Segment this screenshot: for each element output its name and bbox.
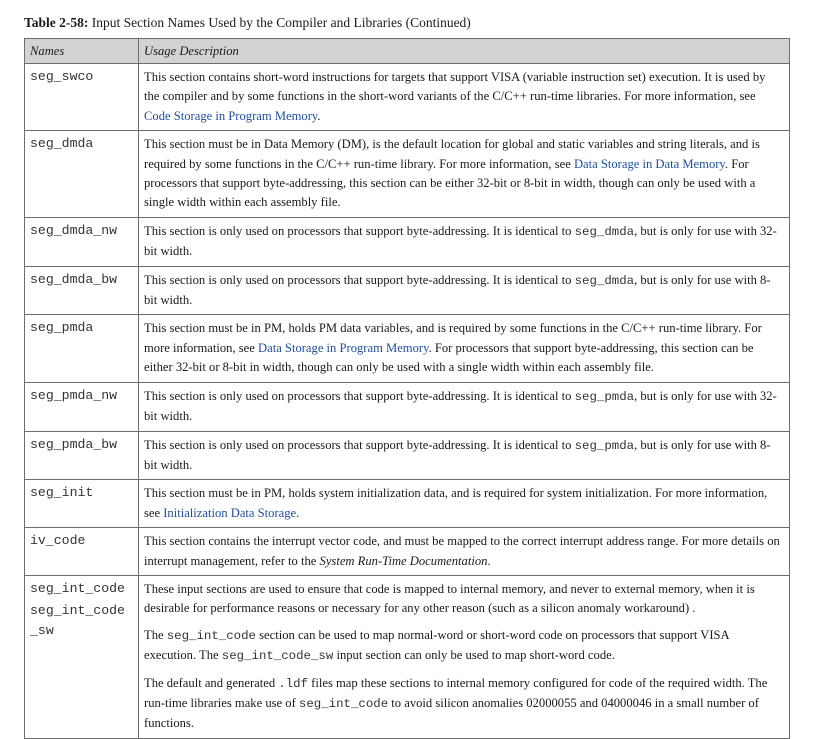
- section-name: seg_init: [25, 480, 139, 528]
- section-name: seg_pmda_bw: [25, 431, 139, 480]
- table-row: [25, 480, 790, 528]
- code-ref: seg_dmda: [574, 273, 635, 288]
- desc-text: .: [296, 505, 300, 520]
- desc-text: The: [144, 627, 167, 642]
- doc-title: System Run-Time Documentation: [319, 553, 488, 568]
- desc-text: , but is only for use with 8-bit width.: [144, 437, 771, 472]
- link-data-storage-pm[interactable]: Data Storage in Program Memory: [258, 340, 429, 355]
- desc-paragraph: [144, 626, 783, 667]
- code-ref: seg_int_code: [166, 628, 256, 643]
- desc-text: , but is only for use with 32-bit width.: [144, 388, 777, 424]
- section-name: seg_pmda_nw: [25, 382, 139, 431]
- table-header-row: [25, 39, 790, 64]
- link-data-storage-dm[interactable]: Data Storage in Data Memory: [573, 156, 725, 171]
- desc-text: files map these sections to internal memory configured for code of the required width. The run-time libraries make use of: [144, 675, 768, 710]
- table-caption: [24, 14, 471, 32]
- table-row: [25, 315, 790, 382]
- desc-text: . For processors that support byte-addressing, this section can be either 32-bit or 8-bit in width, though can only be used with a single width within each assembly file.: [144, 340, 754, 375]
- code-ref: seg_int_code_sw: [221, 649, 334, 664]
- desc-text: This section contains the interrupt vector code, and must be mapped to the correct interrupt address range. For more details on interrupt management, refer to the: [144, 534, 780, 568]
- section-name: seg_pmda: [25, 315, 139, 382]
- section-name: seg_dmda_bw: [25, 266, 139, 315]
- usage-description: [139, 382, 790, 431]
- usage-description: [139, 266, 790, 315]
- usage-description: [139, 575, 790, 738]
- table-row: [25, 131, 790, 218]
- table-label: Table 2-58:: [24, 15, 89, 30]
- desc-text: This section contains short-word instructions for targets that support VISA (variable instruction set) execution. It is used by the compiler and by some functions in the short-word variants of the C/C++ run-time libraries. For more information, see: [144, 70, 766, 104]
- link-code-storage-pm[interactable]: Code Storage in Program Memory: [144, 108, 318, 123]
- section-name: seg_swco: [25, 64, 139, 131]
- desc-text: This section must be in PM, holds PM data variables, and is required by some functions in the C/C++ run-time library. For more information, see: [144, 321, 762, 355]
- section-name: seg_dmda_nw: [25, 217, 139, 266]
- desc-text: to avoid silicon anomalies 02000055 and 04000046 in a small number of functions.: [144, 695, 759, 731]
- desc-text: This section is only used on processors that support byte-addressing. It is identical to: [144, 388, 575, 403]
- usage-description: [139, 64, 790, 131]
- table-row: [25, 64, 790, 131]
- table-row: [25, 528, 790, 576]
- table-row: [25, 575, 790, 738]
- link-init-data-storage[interactable]: Initialization Data Storage: [163, 505, 297, 520]
- table-row: [25, 217, 790, 266]
- usage-description: [139, 480, 790, 528]
- section-name-int-code-sw: seg_int_code_sw: [30, 602, 125, 638]
- desc-text: .: [317, 108, 321, 123]
- table-row: [25, 431, 790, 480]
- usage-description: [139, 528, 790, 576]
- table-row: [25, 266, 790, 315]
- section-name: seg_dmda: [25, 131, 139, 218]
- desc-text: section can be used to map normal-word or short-word code on processors that support VISA execution. The: [144, 627, 729, 663]
- usage-description: [139, 431, 790, 480]
- code-ref: seg_dmda: [574, 224, 635, 239]
- table-row: [25, 382, 790, 431]
- usage-description: [139, 131, 790, 218]
- desc-text: These input sections are used to ensure that code is mapped to internal memory, and never to external memory, when it is desirable for performance reasons or necessary for any other reason (such as a silicon anomaly workaround) .: [144, 581, 755, 616]
- desc-text: This section is only used on processors that support byte-addressing. It is identical to: [144, 223, 575, 238]
- code-ref: seg_pmda: [574, 389, 635, 404]
- desc-text: This section is only used on processors that support byte-addressing. It is identical to: [144, 272, 575, 287]
- desc-text: .: [487, 553, 491, 568]
- section-name-int-code: seg_int_code: [30, 580, 125, 596]
- table-title: Input Section Names Used by the Compiler and Libraries (Continued): [88, 15, 471, 30]
- code-ref: seg_pmda: [574, 438, 635, 453]
- desc-paragraph: [144, 674, 783, 734]
- desc-text: . For processors that support byte-addressing, this section can be either 32-bit or 8-bit in width, though can only be used with a single width within each assembly file.: [144, 156, 756, 210]
- desc-text: , but is only for use with 32-bit width.: [144, 223, 777, 259]
- section-name: iv_code: [25, 528, 139, 576]
- code-ref: seg_int_code: [298, 696, 389, 711]
- code-ref: .ldf: [278, 676, 309, 691]
- usage-description: [139, 217, 790, 266]
- section-names-table: [24, 38, 790, 739]
- section-name: [25, 575, 139, 738]
- desc-text: This section must be in Data Memory (DM), is the default location for global and static variables and string literals, and is required by some functions in the C/C++ run-time library. For more information, see: [144, 137, 760, 171]
- desc-text: input section can only be used to map short-word code.: [333, 648, 615, 663]
- desc-text: , but is only for use with 8-bit width.: [144, 272, 771, 308]
- desc-paragraph: [144, 580, 783, 619]
- usage-description: [139, 315, 790, 382]
- header-usage: Usage Description: [139, 39, 790, 64]
- header-names: Names: [25, 39, 139, 64]
- desc-text: This section is only used on processors that support byte-addressing. It is identical to: [144, 437, 575, 452]
- desc-text: This section must be in PM, holds system initialization data, and is required for system initialization. For more information, see: [144, 486, 768, 520]
- desc-text: The default and generated: [144, 675, 279, 690]
